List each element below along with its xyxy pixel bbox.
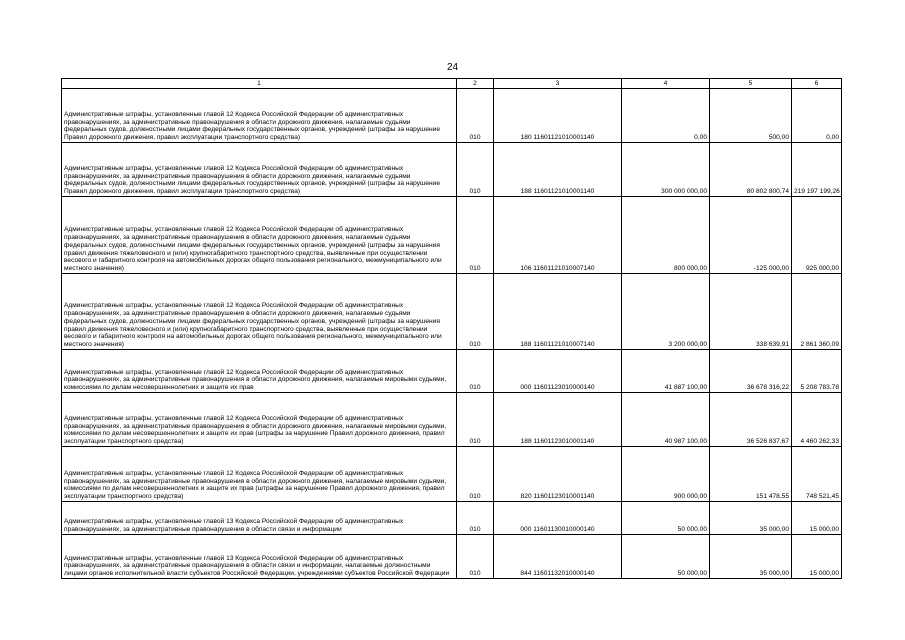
row-budget-code: 188 11601123010001140 (494, 393, 622, 447)
row-col6-value: 2 861 360,09 (792, 274, 842, 350)
table-row (62, 143, 842, 197)
table-row (62, 274, 842, 350)
row-budget-code: 106 11601121010007140 (494, 197, 622, 274)
row-col6-value: 4 460 262,33 (792, 393, 842, 447)
table-row (62, 89, 842, 143)
row-line-code: 010 (457, 393, 494, 447)
row-line-code: 010 (457, 447, 494, 502)
row-col4-value: 900 000,00 (622, 447, 710, 502)
row-col4-value: 800 000,00 (622, 197, 710, 274)
column-header-5: 5 (710, 79, 792, 89)
row-line-code: 010 (457, 197, 494, 274)
table-row (62, 197, 842, 274)
row-description: Административные штрафы, установленные главой 12 Кодекса Российской Федерации об административных правонарушениях, за административные правонарушения в области дорожного движения, налагаемые судьями федеральных судов, должностными лицами федеральных государственных органов, учреждений (штрафы за нарушения правил движения тяжеловесного и (или) крупногабаритного транспортного средства, выявленные при осуществлении весового и габаритного контроля на автомобильных дорогах общего пользования регионального, межмуниципального или местного значения) (62, 197, 457, 274)
row-description: Административные штрафы, установленные главой 12 Кодекса Российской Федерации об административных правонарушениях, за административные правонарушения в области дорожного движения, налагаемые судьями федеральных судов, должностными лицами федеральных государственных органов, учреждений (штрафы за нарушение Правил дорожного движения, правил эксплуатации транспортного средства) (62, 89, 457, 143)
row-col5-value: 36 678 316,22 (710, 350, 792, 393)
row-description: Административные штрафы, установленные главой 12 Кодекса Российской Федерации об административных правонарушениях, за административные правонарушения в области дорожного движения, налагаемые мировыми судьями, комиссиями по делам несовершеннолетних и защите их прав (штрафы за нарушение Правил дорожного движения, правил эксплуатации транспортного средства) (62, 393, 457, 447)
table-row (62, 393, 842, 447)
row-col4-value: 50 000,00 (622, 502, 710, 535)
row-description: Административные штрафы, установленные главой 12 Кодекса Российской Федерации об административных правонарушениях, за административные правонарушения в области дорожного движения, налагаемые мировыми судьями, комиссиями по делам несовершеннолетних и защите их прав (штрафы за нарушение Правил дорожного движения, правил эксплуатации транспортного средства) (62, 447, 457, 502)
row-col6-value: 219 197 199,26 (792, 143, 842, 197)
row-col4-value: 300 000 000,00 (622, 143, 710, 197)
row-col5-value: 500,00 (710, 89, 792, 143)
column-header-2: 2 (457, 79, 494, 89)
row-line-code: 010 (457, 502, 494, 535)
column-header-3: 3 (494, 79, 622, 89)
row-line-code: 010 (457, 535, 494, 579)
row-description: Административные штрафы, установленные главой 13 Кодекса Российской Федерации об административных правонарушениях, за административные правонарушения в области связи и информации, налагаемые должностными лицами органов исполнительной власти субъектов Российской Федерации, учреждениями субъектов Российской Федерации (62, 535, 457, 579)
row-budget-code: 000 11601123010000140 (494, 350, 622, 393)
row-budget-code: 000 11601130010000140 (494, 502, 622, 535)
column-header-4: 4 (622, 79, 710, 89)
table-row (62, 535, 842, 579)
row-col5-value: -125 000,00 (710, 197, 792, 274)
row-col6-value: 748 521,45 (792, 447, 842, 502)
row-col5-value: 338 639,91 (710, 274, 792, 350)
row-description: Административные штрафы, установленные главой 13 Кодекса Российской Федерации об административных правонарушениях, за административные правонарушения в области связи и информации (62, 502, 457, 535)
table-row (62, 502, 842, 535)
row-col4-value: 3 200 000,00 (622, 274, 710, 350)
row-budget-code: 180 11601121010001140 (494, 89, 622, 143)
row-col4-value: 41 887 100,00 (622, 350, 710, 393)
row-col6-value: 15 000,00 (792, 502, 842, 535)
row-col6-value: 5 208 783,78 (792, 350, 842, 393)
row-col5-value: 151 478,55 (710, 447, 792, 502)
row-col4-value: 50 000,00 (622, 535, 710, 579)
row-col6-value: 925 000,00 (792, 197, 842, 274)
row-col4-value: 0,00 (622, 89, 710, 143)
page-number: 24 (446, 62, 459, 73)
row-line-code: 010 (457, 274, 494, 350)
row-col5-value: 35 000,00 (710, 535, 792, 579)
row-description: Административные штрафы, установленные главой 12 Кодекса Российской Федерации об административных правонарушениях, за административные правонарушения в области дорожного движения, налагаемые судьями федеральных судов, должностными лицами федеральных государственных органов, учреждений (штрафы за нарушения правил движения тяжеловесного и (или) крупногабаритного транспортного средства, выявленные при осуществлении весового и габаритного контроля на автомобильных дорогах общего пользования регионального, межмуниципального или местного значения) (62, 274, 457, 350)
row-budget-code: 188 11601121010001140 (494, 143, 622, 197)
table-row (62, 350, 842, 393)
row-col5-value: 36 526 837,67 (710, 393, 792, 447)
row-line-code: 010 (457, 89, 494, 143)
row-col5-value: 35 000,00 (710, 502, 792, 535)
row-description: Административные штрафы, установленные главой 12 Кодекса Российской Федерации об административных правонарушениях, за административные правонарушения в области дорожного движения, налагаемые мировыми судьями, комиссиями по делам несовершеннолетних и защите их прав (62, 350, 457, 393)
row-budget-code: 188 11601121010007140 (494, 274, 622, 350)
row-line-code: 010 (457, 143, 494, 197)
row-col6-value: 15 000,00 (792, 535, 842, 579)
column-header-1: 1 (62, 79, 457, 89)
row-description: Административные штрафы, установленные главой 12 Кодекса Российской Федерации об административных правонарушениях, за административные правонарушения в области дорожного движения, налагаемые судьями федеральных судов, должностными лицами федеральных государственных органов, учреждений (штрафы за нарушение Правил дорожного движения, правил эксплуатации транспортного средства) (62, 143, 457, 197)
row-col6-value: 0,00 (792, 89, 842, 143)
row-budget-code: 844 11601132010000140 (494, 535, 622, 579)
row-col4-value: 40 987 100,00 (622, 393, 710, 447)
column-header-6: 6 (792, 79, 842, 89)
row-col5-value: 80 802 800,74 (710, 143, 792, 197)
row-line-code: 010 (457, 350, 494, 393)
revenue-table (61, 78, 842, 579)
table-row (62, 447, 842, 502)
header-row (62, 79, 842, 89)
row-budget-code: 820 11601123010001140 (494, 447, 622, 502)
